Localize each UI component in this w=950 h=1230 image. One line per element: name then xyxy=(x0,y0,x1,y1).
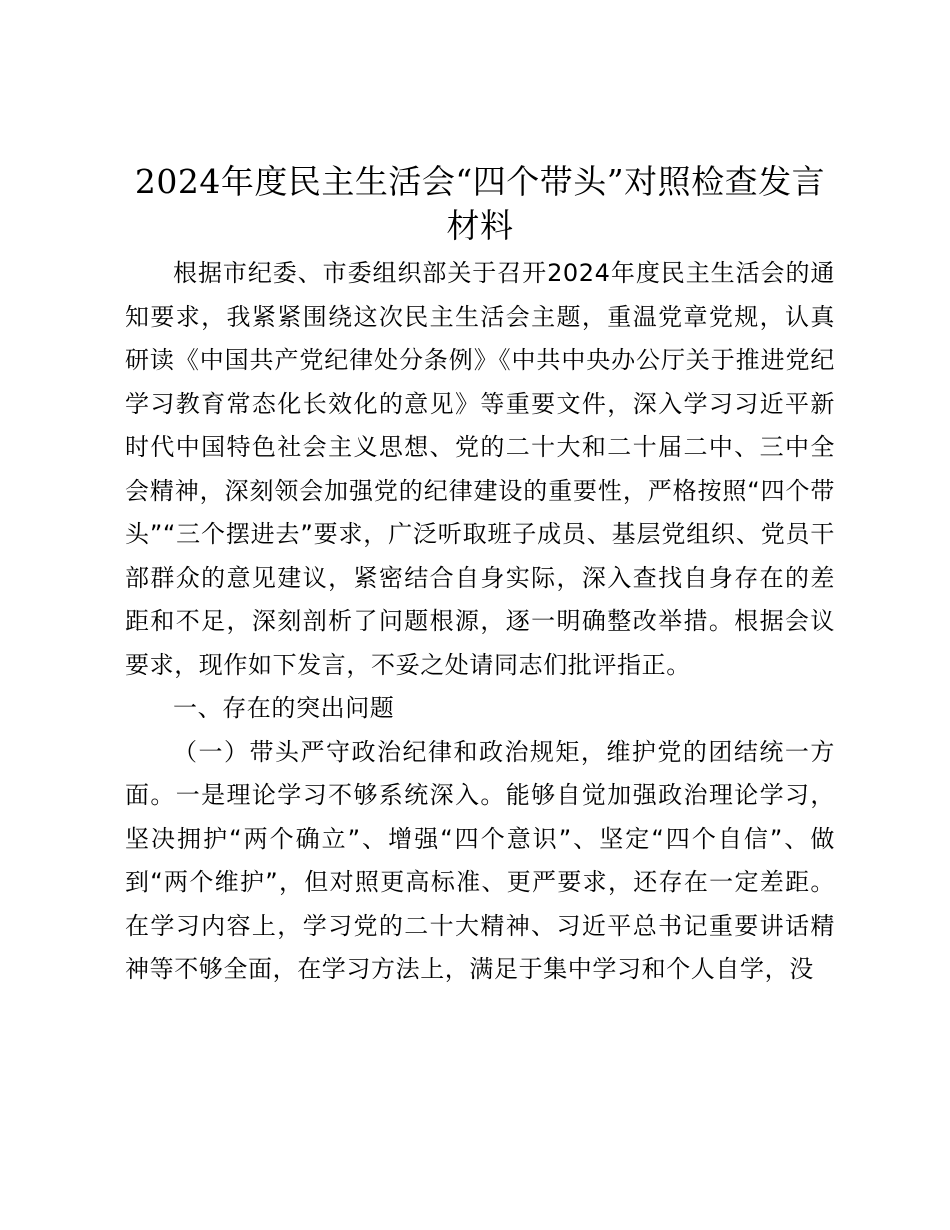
intro-paragraph: 根据市纪委、市委组织部关于召开2024年度民主生活会的通知要求，我紧紧围绕这次民主生活会主题，重温党章党规，认真研读《中国共产党纪律处分条例》《中共中央办公厅关于推进党纪学习教育常态化长效化的意见》等重要文件，深入学习习近平新时代中国特色社会主义思想、党的二十大和二十届二中、三中全会精神，深刻领会加强党的纪律建设的重要性，严格按照“四个带头”“三个摆进去”要求，广泛听取班子成员、基层党组织、党员干部群众的意见建议，紧密结合自身实际，深入查找自身存在的差距和不足，深刻剖析了问题根源，逐一明确整改举措。根据会议要求，现作如下发言，不妥之处请同志们批评指正。 xyxy=(125,259,835,679)
section-heading-problems: 一、存在的突出问题 xyxy=(173,694,395,722)
document-title: 2024年度民主生活会“四个带头”对照检查发言材料 xyxy=(134,162,826,245)
subsection-paragraph-political-discipline: （一）带头严守政治纪律和政治规矩，维护党的团结统一方面。一是理论学习不够系统深入。能够自觉加强政治理论学习，坚决拥护“两个确立”、增强“四个意识”、坚定“四个自信”、做到“两个维护”，但对照更高标准、更严要求，还存在一定差距。在学习内容上，学习党的二十大精神、习近平总书记重要讲话精神等不够全面，在学习方法上，满足于集中学习和个人自学，没 xyxy=(125,737,835,983)
document-body xyxy=(125,160,835,992)
